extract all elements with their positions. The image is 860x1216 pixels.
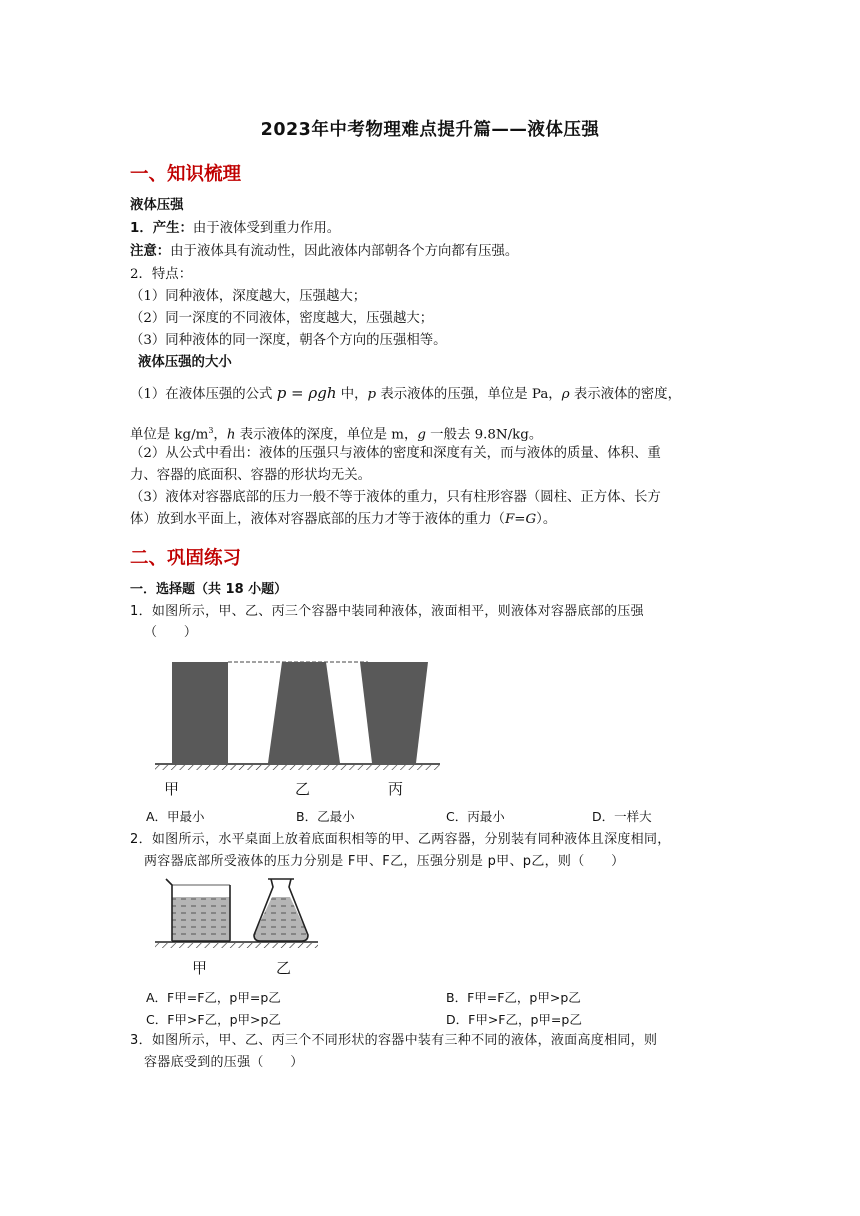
- question-2-line-2: 两容器底部所受液体的压力分别是 F甲、F乙，压强分别是 p甲、p乙，则（ ）: [144, 854, 625, 869]
- explanation-2a: （2）从公式中看出：液体的压强只与液体的密度和深度有关，而与液体的质量、体积、重: [130, 446, 661, 461]
- question-2-line-1: 2．如图所示，水平桌面上放着底面积相等的甲、乙两容器，分别装有同种液体且深度相同，: [130, 832, 671, 847]
- part-heading-choice: 一．选择题（共 18 小题）: [130, 582, 288, 597]
- question-1-line-1: 1．如图所示，甲、乙、丙三个容器中装同种液体，液面相平，则液体对容器底部的压强: [130, 604, 644, 619]
- question-1-option-d[interactable]: D．一样大: [592, 809, 652, 824]
- formula-line: （1）在液体压强的公式 p = ρgh 中，p 表示液体的压强，单位是 Pa，ρ 表示液体的密度，: [130, 384, 681, 402]
- section-heading-practice: 二、巩固练习: [130, 548, 242, 569]
- question-1-label-jia: 甲: [164, 780, 180, 798]
- question-1-line-2: （ ）: [144, 625, 198, 640]
- question-3-line-2: 容器底受到的压强（ ）: [144, 1055, 304, 1070]
- question-1-label-bing: 丙: [388, 780, 404, 798]
- question-1-label-yi: 乙: [295, 780, 311, 798]
- explanation-2b: 力、容器的底面积、容器的形状均无关。: [130, 468, 372, 483]
- feature-3: （3）同种液体的同一深度，朝各个方向的压强相等。: [130, 333, 447, 348]
- liquid-yi: [254, 897, 308, 941]
- question-2-figure: [150, 875, 322, 955]
- container-bing: [360, 662, 428, 763]
- point-note: 注意：由于液体具有流动性，因此液体内部朝各个方向都有压强。: [130, 244, 519, 259]
- question-2-option-d[interactable]: D．F甲>F乙，p甲=p乙: [446, 1012, 582, 1027]
- feature-2: （2）同一深度的不同液体，密度越大，压强越大；: [130, 311, 434, 326]
- subheading-pressure-magnitude: 液体压强的大小: [138, 355, 232, 370]
- question-1-figure: [150, 655, 445, 775]
- feature-1: （1）同种液体，深度越大，压强越大；: [130, 289, 367, 304]
- section-heading-knowledge: 一、知识梳理: [130, 164, 242, 185]
- units-line: 单位是 $kg/m^3$，h 表示液体的深度，单位是 m，g 一般去 9.8N/kg。: [130, 426, 543, 443]
- container-jia: [172, 662, 228, 763]
- question-3-line-1: 3．如图所示，甲、乙、丙三个不同形状的容器中装有三种不同的液体，液面高度相同，则: [130, 1033, 658, 1048]
- question-1-option-c[interactable]: C．丙最小: [446, 809, 505, 824]
- container-yi: [268, 662, 340, 763]
- point-origin: 1．产生：由于液体受到重力作用。: [130, 221, 341, 236]
- explanation-3b: 体）放到水平面上，液体对容器底部的压力才等于液体的重力（F=G）。: [130, 512, 557, 527]
- question-2-option-a[interactable]: A．F甲=F乙，p甲=p乙: [146, 990, 281, 1005]
- point-features: 2．特点：: [130, 267, 193, 282]
- explanation-3a: （3）液体对容器底部的压力一般不等于液体的重力，只有柱形容器（圆柱、正方体、长方: [130, 490, 661, 505]
- question-2-label-yi: 乙: [276, 959, 292, 977]
- liquid-jia: [172, 897, 230, 941]
- question-1-option-a[interactable]: A．甲最小: [146, 809, 205, 824]
- subheading-liquid-pressure: 液体压强: [130, 198, 184, 213]
- question-2-option-b[interactable]: B．F甲=F乙，p甲>p乙: [446, 990, 581, 1005]
- document-title: 2023年中考物理难点提升篇——液体压强: [260, 120, 600, 140]
- ground-hatch: [155, 765, 440, 770]
- question-1-option-b[interactable]: B．乙最小: [296, 809, 355, 824]
- pressure-formula: p = ρgh: [276, 384, 337, 402]
- question-2-option-c[interactable]: C．F甲>F乙，p甲>p乙: [146, 1012, 281, 1027]
- question-2-label-jia: 甲: [192, 959, 208, 977]
